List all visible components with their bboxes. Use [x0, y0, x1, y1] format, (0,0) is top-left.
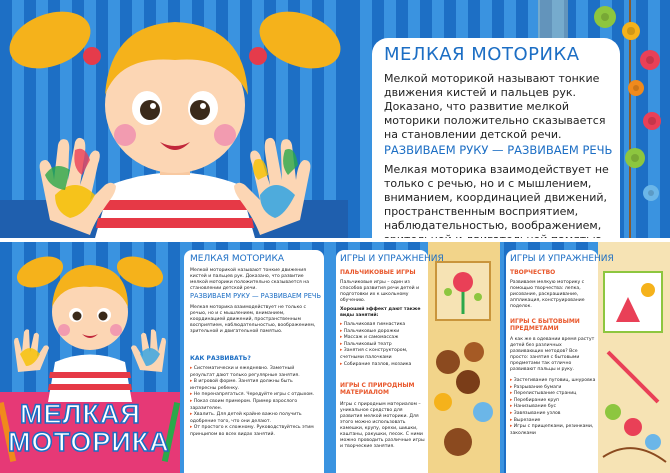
list-item: ▸ Перебирание круп [510, 398, 596, 405]
list-item: ▸ Разрывание бумаги [510, 385, 596, 392]
household-list [510, 378, 596, 437]
paragraph: Хороший эффект дают также виды занятий: [340, 307, 421, 318]
button-decoration [640, 50, 660, 70]
button-decoration [622, 22, 640, 40]
cover-title-word1: МЕЛКАЯ [20, 399, 141, 429]
list-item: ▸ Занятия с конструктором, счетными палочками [340, 348, 426, 361]
natural-materials-illustration [428, 242, 500, 473]
list-item: ▸ Завязывание узлов [510, 411, 596, 418]
paragraph: А как же в одевании время растут детей без различных развивающих методов? Все просто: занятия с бытовыми предметами так отлично развивают пальцы и руку. [510, 337, 595, 372]
list-item: ▸ Хвалить. Для детей крайне важно получить одобрение того, что они делают. [190, 412, 320, 425]
list-item: ▸ Массаж и самомассаж [340, 335, 426, 342]
paragraph: Игры с природным материалом – уникальное средство для развития мелкой моторики. Для этого можно использовать камешки, крупу, орехи, шишки, каштаны, ракушки, песок. С ними можно проводить различные игры и творческие занятия. [340, 402, 425, 449]
button-decoration [628, 80, 644, 96]
button-decoration [643, 185, 659, 201]
button-decoration [643, 112, 661, 130]
page-title: ИГРЫ И УПРАЖНЕНИЯ [510, 254, 614, 264]
list-item: ▸ Не перенапрягаться. Чередуйте игры с отдыхом. [190, 392, 320, 399]
activities-list [340, 322, 426, 368]
list-item: ▸ Пальчиковый театр [340, 342, 426, 349]
page-title: ИГРЫ И УПРАЖНЕНИЯ [340, 254, 444, 264]
cover-title-word2: МОТОРИКА [8, 427, 170, 457]
intro-paragraph: Мелкой моторикой называют тонкие движения кистей и пальцев рук. Доказано, что развитие мелкой моторики положительно сказывается на становлении детской речи. [384, 72, 606, 141]
section-subtitle: РАЗВИВАЕМ РУКУ — РАЗВИВАЕМ РЕЧЬ [190, 292, 321, 300]
list-item: ▸ Нанизывание бус [510, 404, 596, 411]
body-paragraph: Мелкая моторика взаимодействует не только с речью, но и с мышлением, вниманием, координацией движений, пространственным восприятием, наблюдательностью, воображением, зрительной и двигательной памятью. [190, 305, 316, 334]
body-paragraph: Мелкая моторика взаимодействует не только с речью, но и с мышлением, вниманием, координацией движений, пространственным восприятием, наблюдательностью, воображением, [384, 163, 609, 232]
girl-illustration [0, 0, 348, 238]
list-item: ▸ Перелистывание страниц [510, 391, 596, 398]
paragraph: Развиваем мелкую моторику с помощью творчества: лепка, рисование, раскрашивание, аппликация, конструирование поделок. [510, 280, 585, 309]
list-item: ▸ Систематически и ежедневно. Заметный результат дают только регулярные занятия. [190, 366, 320, 379]
button-decoration [625, 148, 645, 168]
list-item: ▸ Вырезание [510, 418, 596, 425]
section-heading: ТВОРЧЕСТВО [510, 269, 556, 276]
list-item: ▸ Собирание пазлов, мозаика [340, 362, 426, 369]
section-subtitle: РАЗВИВАЕМ РУКУ — РАЗВИВАЕМ РЕЧЬ [384, 143, 613, 157]
list-item: ▸ От простого к сложному. Руководствуйтесь этим принципом во всех видах занятий. [190, 425, 320, 438]
top-illustration [0, 0, 348, 238]
page-title: МЕЛКАЯ МОТОРИКА [190, 254, 285, 264]
page-title: МЕЛКАЯ МОТОРИКА [384, 44, 580, 65]
list-item: ▸ Пальчиковая гимнастика [340, 322, 426, 329]
button-decoration [594, 6, 616, 28]
list-item: ▸ Застегивание пуговиц, шнуровка [510, 378, 596, 385]
intro-paragraph: Мелкой моторикой называют тонкие движения кистей и пальцев рук. Доказано, что развитие мелкой моторики положительно сказывается на становлении детской речи. [190, 268, 310, 291]
list-item: ▸ Пальчиковые дорожки [340, 329, 426, 336]
household-items-illustration [598, 242, 670, 473]
list-item: ▸ Игры с прищепками, резинками, заколками [510, 424, 596, 437]
section-heading: КАК РАЗВИВАТЬ? [190, 355, 251, 362]
section-heading: ИГРЫ С ПРИРОДНЫМ МАТЕРИАЛОМ [340, 382, 415, 396]
list-item: ▸ Показ своим примером. Пример взрослого заразителен. [190, 399, 320, 412]
list-item: ▸ В игровой форме. Занятия должны быть интересны ребенку. [190, 379, 320, 392]
paragraph: Пальчиковые игры – один из способов развития речи детей и подготовки их к школьному обучению. [340, 280, 420, 303]
section-heading: ИГРЫ С БЫТОВЫМИ ПРЕДМЕТАМИ [510, 318, 580, 332]
section-heading: ПАЛЬЧИКОВЫЕ ИГРЫ [340, 269, 416, 276]
how-list [190, 366, 320, 439]
